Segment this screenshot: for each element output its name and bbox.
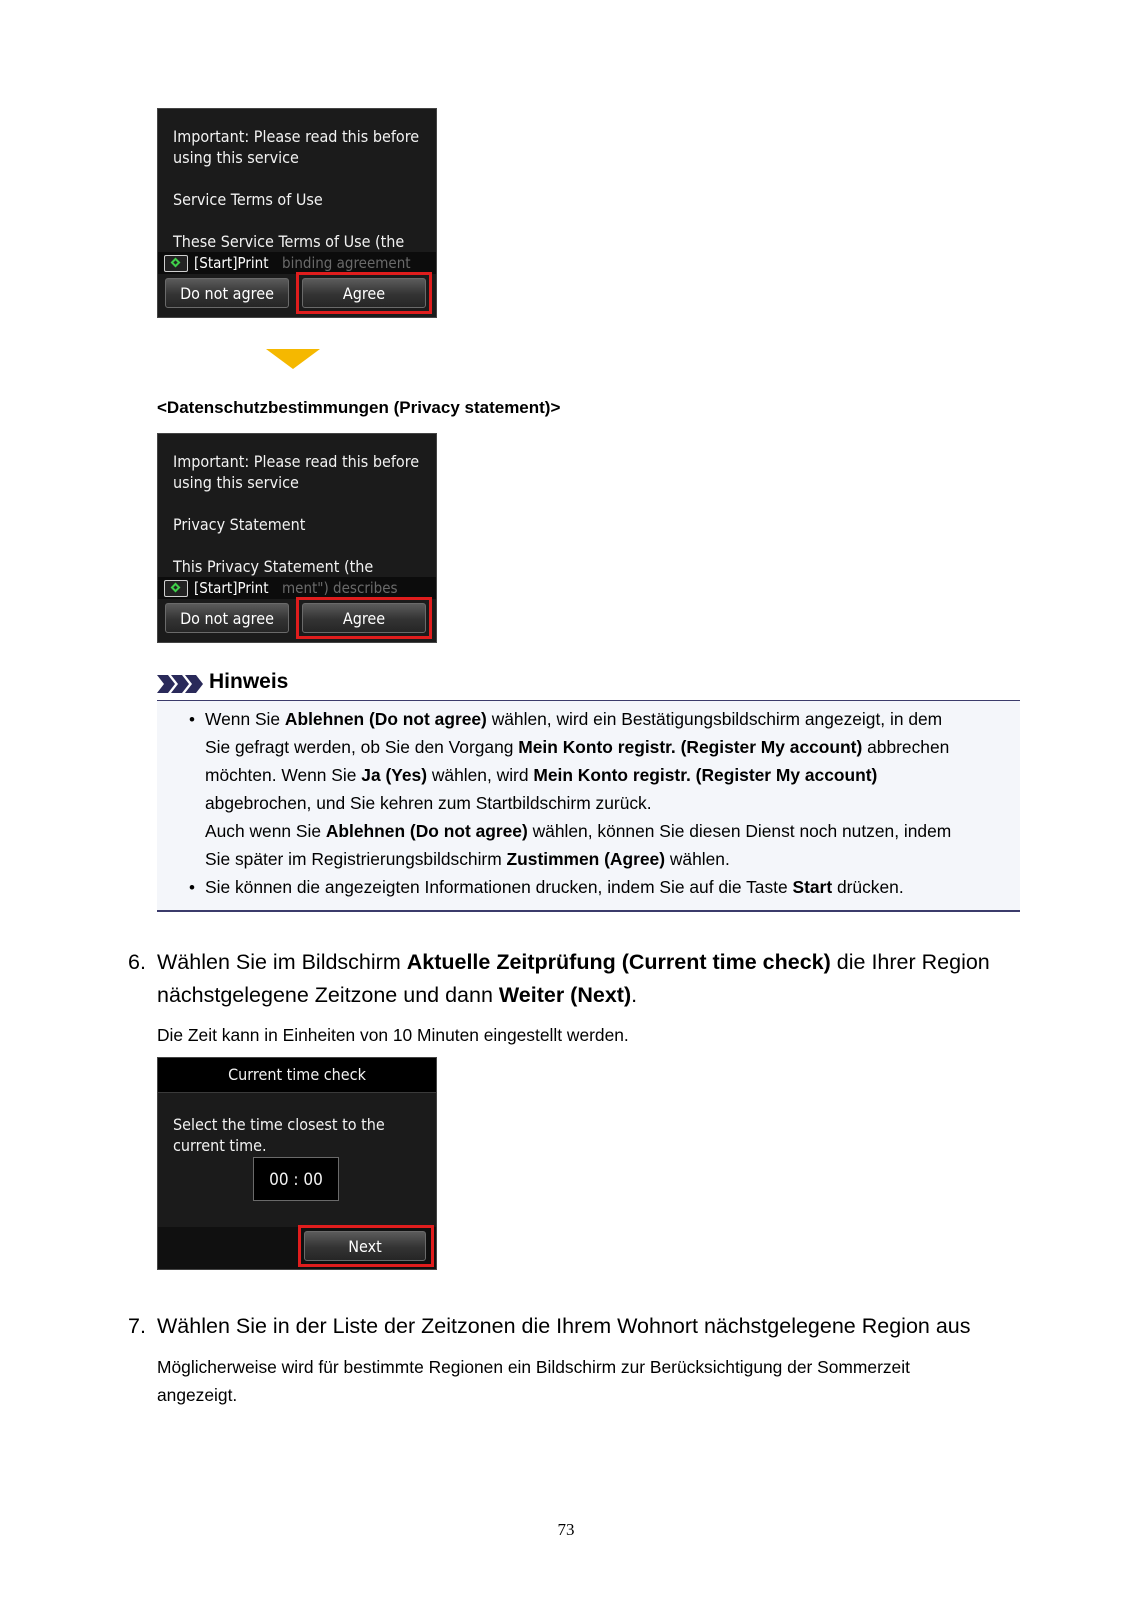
- do-not-agree-button[interactable]: Do not agree: [165, 603, 289, 633]
- note-chevrons-icon: [157, 675, 205, 693]
- time-check-screen-image: [157, 1057, 437, 1270]
- agree-button[interactable]: Agree: [302, 603, 426, 633]
- step7-detail1: Möglicherweise wird für bestimmte Regionen ein Bildschirm zur Berücksichtigung der Sommerzeit: [157, 1357, 910, 1377]
- arrow-down-icon: [266, 349, 320, 369]
- step7-detail2: angezeigt.: [157, 1385, 238, 1405]
- page-number: 73: [557, 1520, 575, 1539]
- time-check-line2: current time.: [173, 1136, 267, 1155]
- step6-number: 6.: [128, 950, 146, 974]
- time-value-field[interactable]: 00 : 00: [253, 1157, 339, 1201]
- start-key-icon: [164, 255, 188, 272]
- agree-highlight: [296, 272, 432, 314]
- note-b1-line4: abgebrochen, und Sie kehren zum Startbildschirm zurück.: [205, 793, 652, 813]
- time-check-line1: Select the time closest to the: [173, 1115, 385, 1134]
- faded-text: binding agreement: [282, 254, 411, 272]
- terms-line3: These Service Terms of Use (the: [173, 232, 405, 251]
- start-print-bar: [158, 577, 436, 599]
- start-print-label: [Start]Print: [194, 254, 269, 272]
- terms-heading: Service Terms of Use: [173, 190, 323, 209]
- bullet-1: •: [189, 710, 195, 729]
- start-print-label: [Start]Print: [194, 579, 269, 597]
- note-title: Hinweis: [209, 670, 289, 693]
- terms-line2: using this service: [173, 148, 299, 167]
- privacy-line3: This Privacy Statement (the: [173, 557, 374, 576]
- note-b1-line5: Auch wenn Sie Ablehnen (Do not agree) wählen, können Sie diesen Dienst noch nutzen, indem: [205, 821, 952, 841]
- privacy-line1: Important: Please read this before: [173, 452, 420, 471]
- terms-line1: Important: Please read this before: [173, 127, 420, 146]
- note-b1-line2: Sie gefragt werden, ob Sie den Vorgang Mein Konto registr. (Register My account) abbrechen: [205, 737, 950, 757]
- privacy-screen-image: [157, 433, 437, 643]
- next-button[interactable]: Next: [304, 1231, 426, 1261]
- step6-line2: nächstgelegene Zeitzone und dann Weiter (Next).: [157, 983, 638, 1007]
- do-not-agree-button[interactable]: Do not agree: [165, 278, 289, 308]
- note-b2-line1: Sie können die angezeigten Informationen drucken, indem Sie auf die Taste Start drücken.: [205, 877, 904, 897]
- note-box: [157, 700, 1020, 912]
- note-b1-line3: möchten. Wenn Sie Ja (Yes) wählen, wird Mein Konto registr. (Register My account): [205, 765, 878, 785]
- agree-highlight: [296, 597, 432, 639]
- agree-button[interactable]: Agree: [302, 278, 426, 308]
- step7-text: Wählen Sie in der Liste der Zeitzonen die Ihrem Wohnort nächstgelegene Region aus: [157, 1314, 971, 1338]
- privacy-heading: Privacy Statement: [173, 515, 306, 534]
- next-highlight: [298, 1225, 434, 1267]
- terms-screen-image: [157, 108, 437, 318]
- step7-number: 7.: [128, 1314, 146, 1338]
- faded-text: ment") describes: [282, 579, 398, 597]
- bullet-2: •: [189, 878, 195, 897]
- step6-detail: Die Zeit kann in Einheiten von 10 Minuten eingestellt werden.: [157, 1025, 629, 1045]
- step6-line1: Wählen Sie im Bildschirm Aktuelle Zeitprüfung (Current time check) die Ihrer Region: [157, 950, 990, 974]
- note-b1-line1: Wenn Sie Ablehnen (Do not agree) wählen, wird ein Bestätigungsbildschirm angezeigt, in dem: [205, 709, 943, 729]
- start-key-icon: [164, 580, 188, 597]
- time-check-header: Current time check: [158, 1058, 436, 1093]
- start-print-bar: [158, 252, 436, 274]
- note-b1-line6: Sie später im Registrierungsbildschirm Zustimmen (Agree) wählen.: [205, 849, 730, 869]
- privacy-line2: using this service: [173, 473, 299, 492]
- privacy-caption: <Datenschutzbestimmungen (Privacy statement)>: [157, 398, 561, 417]
